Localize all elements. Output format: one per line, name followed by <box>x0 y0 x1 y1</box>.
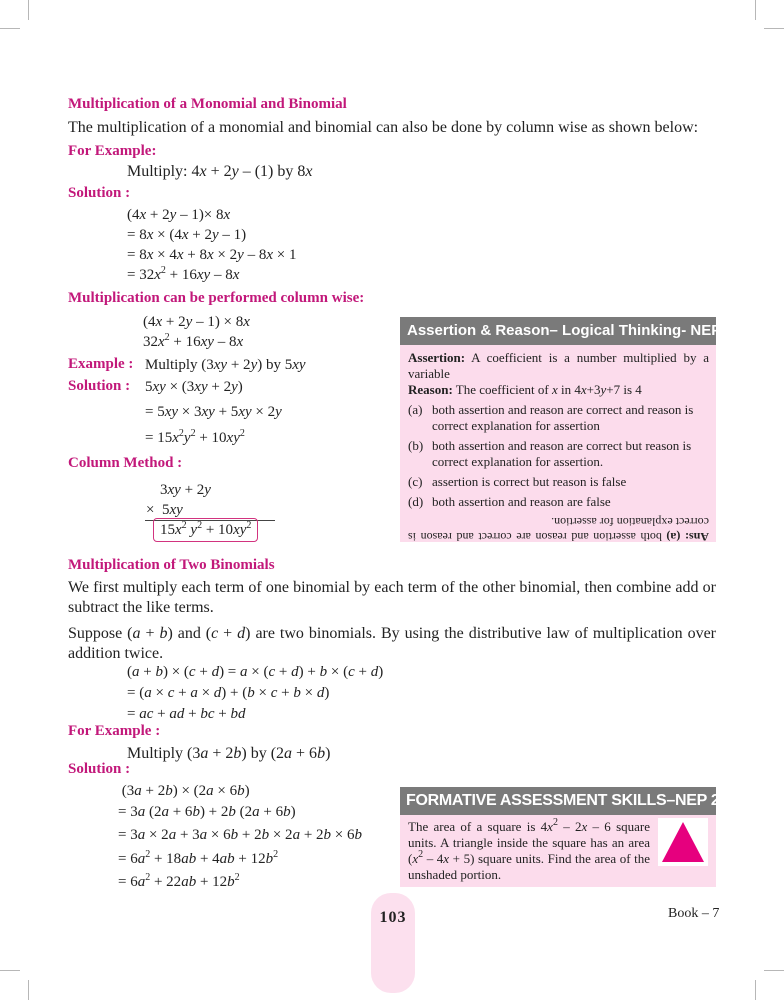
column-method-label: Column Method : <box>68 455 183 471</box>
solution-label: Solution : <box>68 378 131 394</box>
solution-step: = 3a (2a + 6b) + 2b (2a + 6b) <box>118 804 296 820</box>
solution-step: = $15x^2y^2 + 10xy^2$ <box>145 428 245 446</box>
page-number-tab <box>371 893 415 993</box>
for-example-label: For Example : <box>68 723 161 739</box>
crop-mark <box>0 970 20 971</box>
option-c: (c) assertion is correct but reason is false <box>408 474 627 489</box>
solution-step: = 5xy × 3xy + 5xy × 2y <box>145 404 282 420</box>
section-heading: Multiplication can be performed column wise: <box>68 290 365 306</box>
solution-step: = $6a^2 + 18ab + 4ab + 12b^2$ <box>118 849 279 867</box>
paragraph: Suppose (a + b) and (c + d) are two binomials. By using the distributive law of multiplication over addition twice. <box>68 625 717 662</box>
crop-mark <box>28 0 29 20</box>
solution-step: (3a + 2b) × (2a × 6b) <box>118 783 250 799</box>
example-label: Example : <box>68 356 134 372</box>
crop-mark <box>0 28 20 29</box>
crop-mark <box>755 0 756 20</box>
solution-label: Solution : <box>68 761 131 777</box>
answer-upside-down: Ans: (a) both assertion and reason are correct and reason is correct explanation for assertion. <box>408 515 709 544</box>
square-figure <box>658 818 708 866</box>
formative-box-header <box>400 787 746 815</box>
paragraph: We first multiply each term of one binomial by each term of the other binomial, then combine add or subtract the like terms. <box>68 579 716 616</box>
section-intro: The multiplication of a monomial and binomial can also be done by column wise as shown below: <box>68 119 699 136</box>
assertion-box-body <box>400 345 716 542</box>
column-line: 3xy + 2y <box>160 482 211 498</box>
formative-box-body <box>400 815 716 887</box>
assertion-box-header <box>400 317 759 345</box>
column-result: $15x^2$ $y^2 + 10xy^2$ <box>153 518 258 542</box>
formative-box-title: FORMATIVE ASSESSMENT SKILLS–NEP 2020 <box>406 792 746 809</box>
column-lines: (4x + 2y – 1) × 8x $32x^2 + 16xy - 8x$ <box>143 314 250 350</box>
distributive-steps: (a + b) × (c + d) = a × (c + d) + b × (c + d) = (a × c + a × d) + (b × c + b × d) = ac + ad + bc + bd <box>127 664 384 722</box>
solution-label: Solution : <box>68 185 131 201</box>
section-heading: Multiplication of Two Binomials <box>68 557 275 573</box>
option-d: (d) both assertion and reason are false <box>408 494 611 509</box>
formative-question: The area of a square is $4x^2 - 2x - 6$ square units. A triangle inside the square has an area $(x^2 - 4x + 5)$ square units. Find the area of the unshaded portion. <box>408 817 651 882</box>
section-heading: Multiplication of a Monomial and Binomial <box>68 96 347 112</box>
triangle-icon <box>658 818 708 866</box>
solution-step: = 3a × 2a + 3a × 6b + 2b × 2a + 2b × 6b <box>118 827 362 843</box>
example-statement: Multiply (3xy + 2y) by 5xy <box>145 357 306 373</box>
book-label: Book – 7 <box>668 906 720 921</box>
crop-mark <box>28 980 29 1000</box>
example-statement: Multiply (3a + 2b) by (2a + 6b) <box>127 745 331 762</box>
solution-step: 5xy × (3xy + 2y) <box>145 379 243 395</box>
option-a: (a) both assertion and reason are correct and reason is correct explanation for assertion <box>408 402 694 433</box>
assertion-box-title: Assertion & Reason– Logical Thinking- NEP 2020 <box>407 322 759 339</box>
crop-mark <box>755 980 756 1000</box>
reason-line: Reason: The coefficient of x in 4x+3y+7 is 4 <box>408 382 642 397</box>
example-statement: Multiply: 4x + 2y – (1) by 8x <box>127 163 313 180</box>
solution-step: = $6a^2 + 22ab + 12b^2$ <box>118 872 240 890</box>
page-number: 103 <box>379 909 407 926</box>
crop-mark <box>764 970 784 971</box>
for-example-label: For Example: <box>68 143 157 159</box>
crop-mark <box>764 28 784 29</box>
option-b: (b) both assertion and reason are correct but reason is correct explanation for assertion. <box>408 438 692 469</box>
assertion-line: Assertion: A coefficient is a number multiplied by a variable <box>408 350 709 381</box>
column-line: × 5xy <box>146 502 183 518</box>
solution-steps: (4x + 2y – 1)× 8x = 8x × (4x + 2y – 1) = 8x × 4x + 8x × 2y – 8x × 1 = $32x^2 + 16xy - 8x$ <box>127 207 297 283</box>
